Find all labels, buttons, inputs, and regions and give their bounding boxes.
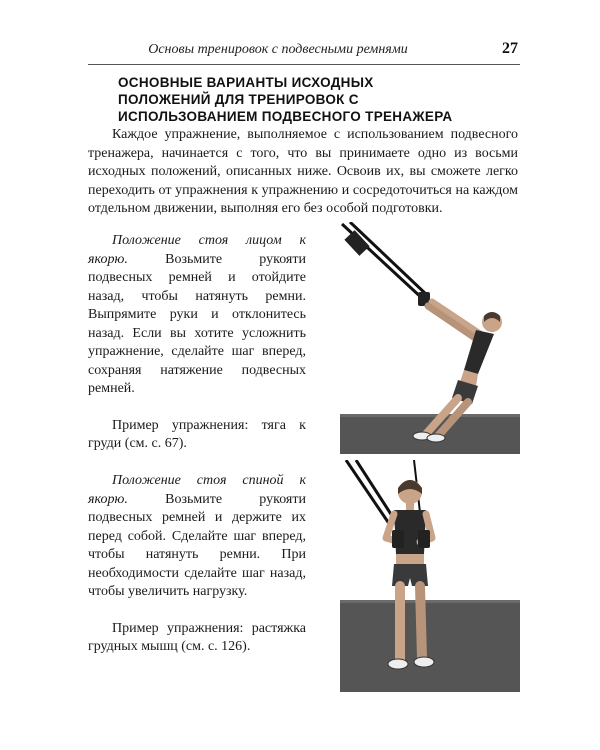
- position-back-to-anchor-description: [88, 472, 306, 602]
- intro-paragraph: Каждое упражнение, выполняемое с использованием подвесного тренажера, начинается с того, что вы принимаете одно из восьми исходных положений, описанных ниже. Освоив их, вы сможете легко переходить от упражнения к упражнению и сосредоточиться на каждом отдельном движении, выполняя его без особой подготовки.: [88, 127, 518, 216]
- position-back-to-anchor-text: Возьмите рукояти подвесных ремней и держите их перед собой. Сделайте шаг вперед, чтобы натянуть ремни. При необходимости сделайте шаг назад, чтобы увеличить нагрузку.: [88, 491, 306, 599]
- position-facing-anchor-description: [88, 232, 306, 399]
- position-facing-anchor-title: Положение стоя лицом к якорю.: [88, 233, 306, 267]
- position-back-to-anchor-title: Положение стоя спиной к якорю.: [88, 473, 306, 507]
- position-facing-anchor-text: Возьмите рукояти подвесных ремней и отойдите назад, чтобы натянуть ремни. Выпрямите руки и отклонитесь назад. Если вы хотите усложнить упражнение, сделайте шаг вперед, сохраняя натяжение подвесных ремней.: [88, 251, 306, 396]
- woman-back-to-anchor-photo: [340, 460, 520, 692]
- running-title: Основы тренировок с подвесными ремнями: [148, 42, 408, 57]
- position-facing-anchor-block: [88, 232, 306, 454]
- position-back-to-anchor-example: Пример упражнения: растяжка грудных мышц (см. с. 126).: [88, 620, 306, 654]
- position-facing-anchor-example: Пример упражнения: тяга к груди (см. с. 67).: [88, 417, 306, 451]
- section-heading: ОСНОВНЫЕ ВАРИАНТЫ ИСХОДНЫХ ПОЛОЖЕНИЙ ДЛЯ ТРЕНИРОВОК С ИСПОЛЬЗОВАНИЕМ ПОДВЕСНОГО ТРЕНАЖЕРА: [118, 75, 453, 124]
- running-header: [88, 38, 520, 65]
- page-number: 27: [502, 40, 518, 57]
- woman-facing-anchor-lean-back-photo: [340, 222, 520, 454]
- position-back-to-anchor-block: [88, 472, 306, 657]
